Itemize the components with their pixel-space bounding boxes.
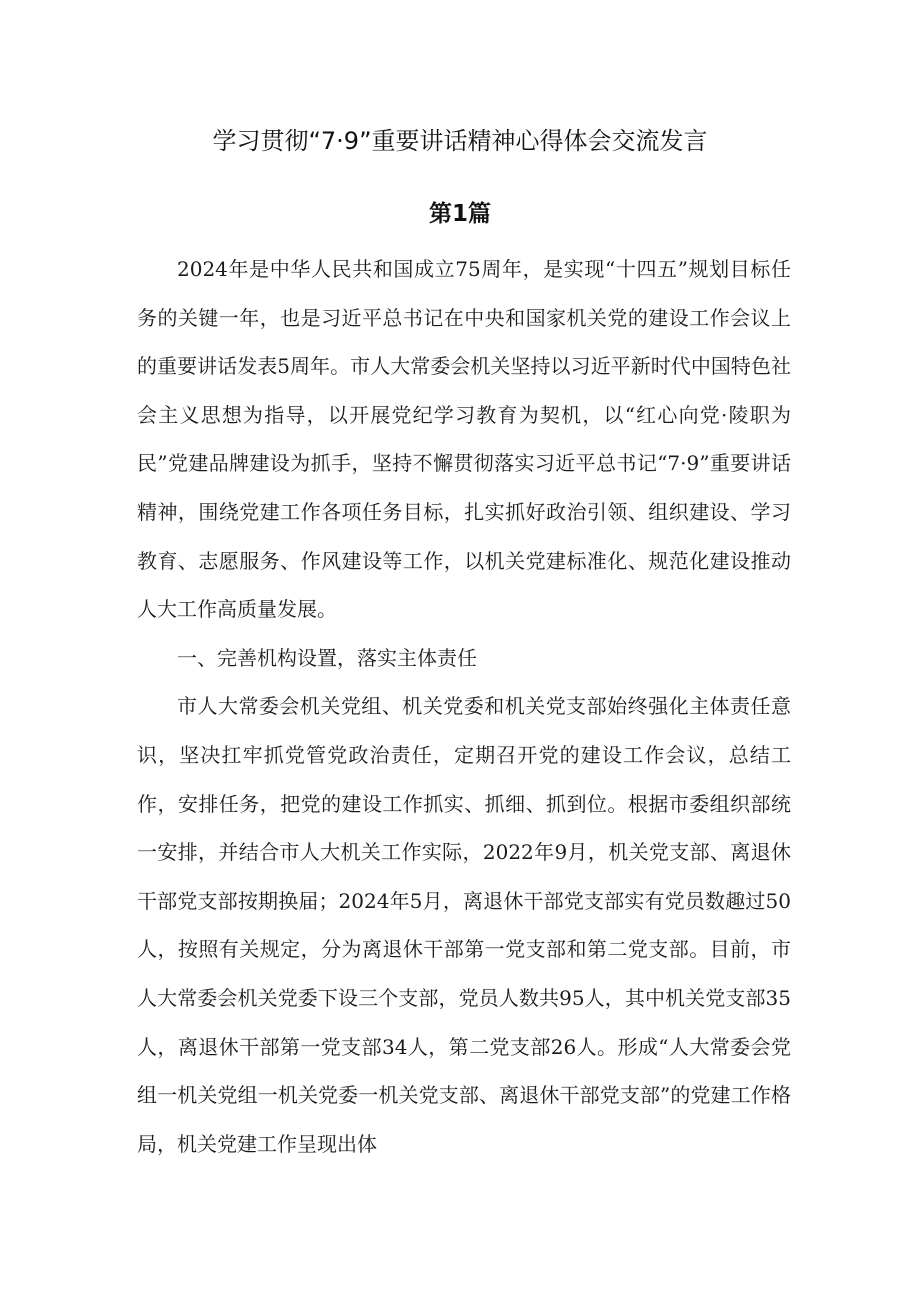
document-title: 学习贯彻“7·9”重要讲话精神心得体会交流发言 (212, 127, 708, 155)
paragraph-structure: 市人大常委会机关党组、机关党委和机关党支部始终强化主体责任意识，坚决扛牢抓党管党政治责任，定期召开党的建设工作会议，总结工作，安排任务，把党的建设工作抓实、抓细、抓到位。根据市委组织部统一安排，并结合市人大机关工作实际，2022年9月，机关党支部、离退休干部党支部按期换届；2024年5月，离退休干部党支部实有党员数趣过50人，按照有关规定，分为离退休干部第一党支部和第二党支部。目前，市人大常委会机关党委下设三个支部，党员人数共95人，其中机关党支部35人，离退休干部第一党支部34人，第二党支部26人。形成“人大常委会党组一机关党组一机关党委一机关党支部、离退休干部党支部”的党建工作格局，机关党建工作呈现出体 (137, 694, 791, 1156)
document-body (137, 245, 791, 1168)
subheading-one: 一、完善机构设置，落实主体责任 (177, 645, 477, 670)
section-heading: 第1篇 (428, 201, 491, 227)
paragraph-intro: 2024年是中华人民共和国成立75周年，是实现“十四五”规划目标任务的关键一年，也是习近平总书记在中央和国家机关党的建设工作会议上的重要讲话发表5周年。市人大常委会机关坚持以习近平新时代中国特色社会主义思想为指导，以开展党纪学习教育为契机，以“红心向党·陵职为民”党建品牌建设为抓手，坚持不懈贯彻落实习近平总书记“7·9”重要讲话精神，围绕党建工作各项任务目标，扎实抓好政治引领、组织建设、学习教育、志愿服务、作风建设等工作，以机关党建标准化、规范化建设推动人大工作高质量发展。 (137, 257, 791, 622)
